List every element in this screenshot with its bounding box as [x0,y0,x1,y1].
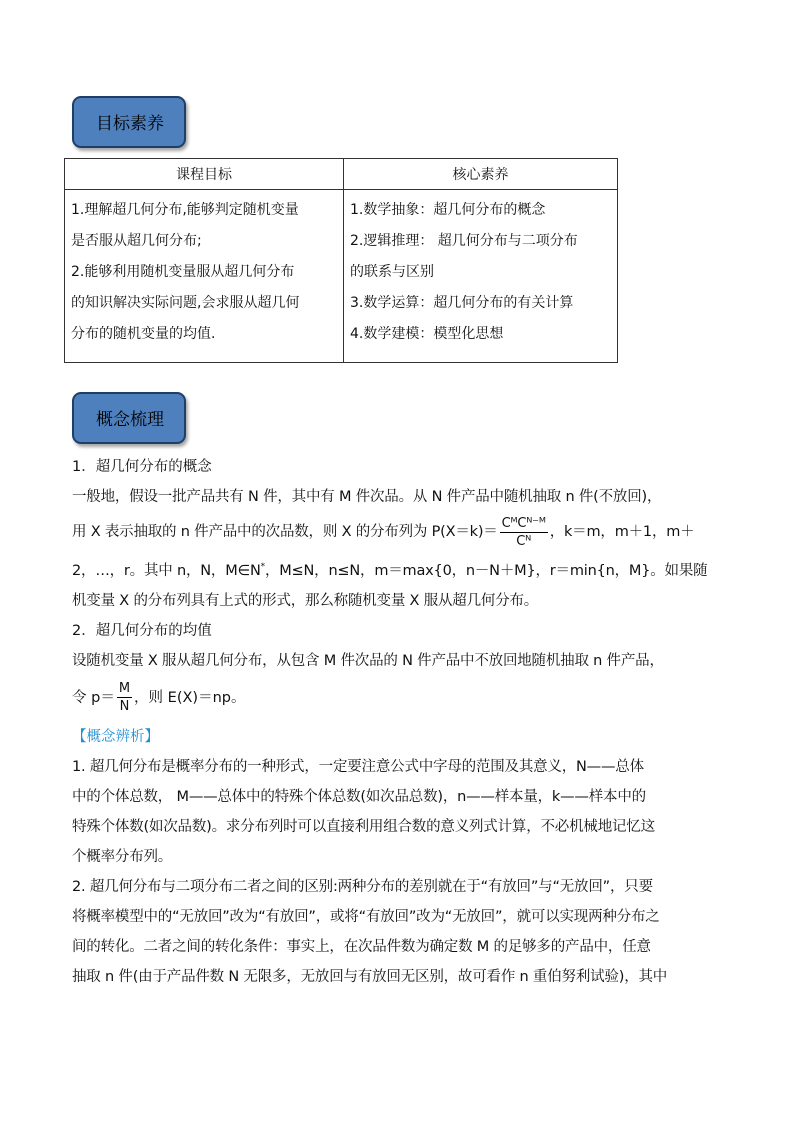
line-text: ，M≤N，n≤N，m＝max{0，n－N＋M}，r＝min{n，M}。如果随 [264,562,708,579]
mean-formula-line [72,676,724,720]
fraction-numerator: CᴹCᴺ⁻ᴹ [501,515,546,531]
formula-suffix: ，k＝m，m＋1，m＋ [549,524,695,540]
table-header-course-goals: 课程目标 [65,159,344,190]
course-goal-line: 1.理解超几何分布,能够判定随机变量 [71,202,299,218]
goals-table [64,158,618,363]
course-goal-line: 2.能够利用随机变量服从超几何分布 [71,264,295,280]
analysis-line: 抽取 n 件(由于产品件数 N 无限多，无放回与有放回无区别，故可看作 n 重伯努利试验)，其中 [72,968,668,985]
core-literacy-line: 4.数学建模：模型化思想 [350,326,504,342]
superscript-star: * [260,562,265,572]
analysis-line: 间的转化。二者之间的转化条件：事实上，在次品件数为确定数 M 的足够多的产品中，任意 [72,938,651,955]
core-literacy-cell [344,190,618,363]
core-literacy-line: 1.数学抽象：超几何分布的概念 [350,202,546,218]
formula-prefix: 用 X 表示抽取的 n 件产品中的次品数，则 X 的分布列为 P(X＝k)＝ [72,524,498,540]
fraction-denominator: N [119,699,130,715]
concepts-section-badge: 概念梳理 [72,392,186,444]
analysis-line: 2. 超几何分布与二项分布二者之间的区别:两种分布的差别就在于“有放回”与“无放回”，只要 [72,878,653,895]
course-goal-line: 分布的随机变量的均值. [71,326,216,342]
section2-line: 设随机变量 X 服从超几何分布，从包含 M 件次品的 N 件产品中不放回地随机抽取 n 件产品， [72,652,664,669]
fraction-denominator: Cᴺ [516,533,532,549]
section1-title: 1．超几何分布的概念 [72,459,212,475]
core-literacy-line: 3.数学运算：超几何分布的有关计算 [350,295,574,311]
course-goals-cell [65,190,344,363]
section1-line: 机变量 X 的分布列具有上式的形式，那么称随机变量 X 服从超几何分布。 [72,592,539,609]
section1-line: 一般地，假设一批产品共有 N 件，其中有 M 件次品。从 N 件产品中随机抽取 n 件(不放回)， [72,489,662,505]
formula-prefix: 令 p＝ [72,689,115,706]
section2-title: 2．超几何分布的均值 [72,622,212,639]
analysis-line: 个概率分布列。 [72,848,173,865]
analysis-heading: 【概念辨析】 [72,728,159,745]
core-literacy-line: 2.逻辑推理： 超几何分布与二项分布 [350,233,578,249]
fraction-numerator: M [118,681,131,697]
section1-line [72,552,724,586]
analysis-line: 中的个体总数， M——总体中的特殊个体总数(如次品总数)，n——样本量，k——样本中的 [72,788,646,805]
formula-suffix: ，则 E(X)＝np。 [134,689,246,706]
analysis-line: 特殊个体数(如次品数)。求分布列时可以直接利用组合数的意义列式计算，不必机械地记忆这 [72,818,655,835]
p-fraction [117,680,132,715]
analysis-line: 1. 超几何分布是概率分布的一种形式，一定要注意公式中字母的范围及其意义，N——总体 [72,758,644,775]
distribution-formula-line [72,512,724,552]
table-header-core-literacy: 核心素养 [344,159,618,190]
concept-content [72,452,724,992]
goals-section-badge: 目标素养 [72,96,186,148]
core-literacy-line: 的联系与区别 [350,264,434,280]
course-goal-line: 的知识解决实际问题,会求服从超几何 [71,295,300,311]
analysis-line: 将概率模型中的“无放回”改为“有放回”，或将“有放回”改为“无放回”，就可以实现两种分布之 [72,908,660,925]
course-goal-line: 是否服从超几何分布; [71,233,202,249]
hypergeometric-fraction [500,515,548,550]
line-text: 2，…，r。其中 n，N，M∈N [72,562,261,579]
